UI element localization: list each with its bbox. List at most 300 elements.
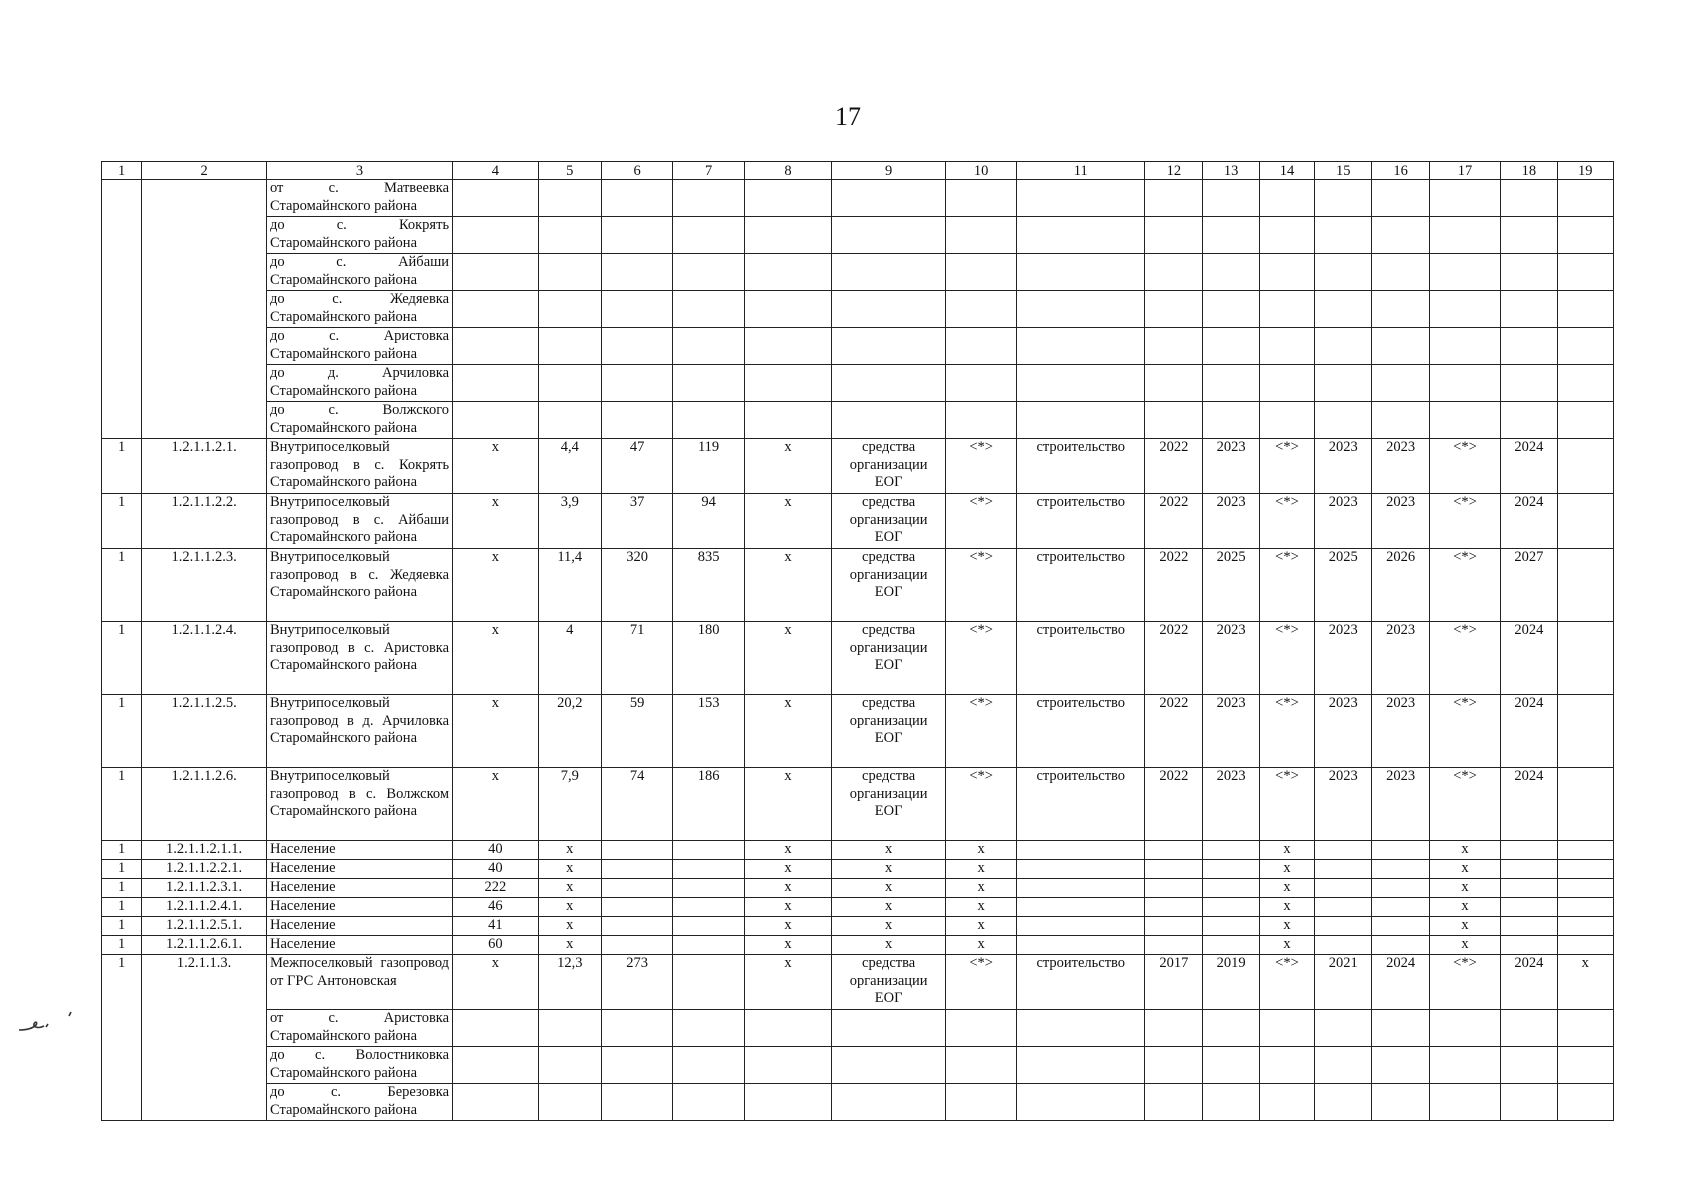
population-value-cell bbox=[1501, 936, 1557, 955]
project-row bbox=[102, 622, 1614, 695]
project-value-cell: 2023 bbox=[1203, 695, 1259, 768]
project-value-cell: 2025 bbox=[1315, 549, 1372, 622]
empty-cell bbox=[1203, 1047, 1259, 1084]
population-value-cell: 40 bbox=[453, 860, 539, 879]
item-code-cell: 1.2.1.1.2.2. bbox=[142, 494, 267, 549]
project-value-cell: 47 bbox=[601, 439, 672, 494]
population-value-cell bbox=[1315, 917, 1372, 936]
empty-cell bbox=[1429, 1084, 1500, 1121]
empty-cell bbox=[673, 1047, 744, 1084]
empty-cell bbox=[1557, 291, 1613, 328]
item-code-cell: 1.2.1.1.2.3. bbox=[142, 549, 267, 622]
empty-cell bbox=[1017, 402, 1145, 439]
empty-cell bbox=[1372, 328, 1429, 365]
population-row bbox=[102, 860, 1614, 879]
empty-cell bbox=[1017, 328, 1145, 365]
empty-cell bbox=[744, 1084, 832, 1121]
project-value-cell: 186 bbox=[673, 768, 744, 841]
population-row bbox=[102, 841, 1614, 860]
project-value-cell: строительство bbox=[1017, 768, 1145, 841]
project-value-cell: 2022 bbox=[1145, 549, 1203, 622]
project-value-cell: <*> bbox=[945, 439, 1016, 494]
population-value-cell: х bbox=[1259, 936, 1314, 955]
column-number-cell: 4 bbox=[453, 162, 539, 180]
empty-cell bbox=[538, 1010, 601, 1047]
empty-cell bbox=[673, 254, 744, 291]
project-value-cell: 2023 bbox=[1372, 494, 1429, 549]
empty-cell bbox=[453, 1084, 539, 1121]
empty-cell bbox=[1557, 1010, 1613, 1047]
empty-cell bbox=[673, 1010, 744, 1047]
population-row bbox=[102, 879, 1614, 898]
empty-cell bbox=[1315, 402, 1372, 439]
empty-cell bbox=[1203, 1010, 1259, 1047]
project-value-cell: х bbox=[744, 549, 832, 622]
population-value-cell bbox=[1315, 879, 1372, 898]
population-value-cell bbox=[601, 898, 672, 917]
project-value-cell: средства организации ЕОГ bbox=[832, 439, 946, 494]
project-value-cell: 2024 bbox=[1501, 955, 1557, 1010]
empty-cell bbox=[601, 402, 672, 439]
route-segment-cell: до с. Жедяевка Старомайнского района bbox=[266, 291, 452, 328]
empty-cell bbox=[1259, 180, 1314, 217]
empty-cell bbox=[1259, 1047, 1314, 1084]
empty-cell bbox=[744, 180, 832, 217]
empty-cell bbox=[744, 365, 832, 402]
route-segment-cell: до с. Березовка Старомайнского района bbox=[266, 1084, 452, 1121]
population-value-cell bbox=[673, 936, 744, 955]
item-name-cell: Внутрипоселковый газопровод в с. Волжском Старомайнского района bbox=[266, 768, 452, 841]
project-value-cell: 2022 bbox=[1145, 439, 1203, 494]
population-value-cell: х bbox=[744, 841, 832, 860]
empty-cell bbox=[945, 402, 1016, 439]
empty-cell bbox=[1372, 402, 1429, 439]
project-value-cell: 2023 bbox=[1372, 768, 1429, 841]
empty-cell bbox=[1145, 1010, 1203, 1047]
project-value-cell: <*> bbox=[1259, 439, 1314, 494]
population-value-cell: х bbox=[1259, 917, 1314, 936]
population-value-cell: 1 bbox=[102, 936, 142, 955]
empty-cell bbox=[673, 217, 744, 254]
empty-cell bbox=[1501, 365, 1557, 402]
population-value-cell: 40 bbox=[453, 841, 539, 860]
population-value-cell: х bbox=[945, 860, 1016, 879]
project-value-cell: 2023 bbox=[1372, 622, 1429, 695]
empty-cell bbox=[1259, 402, 1314, 439]
item-name-cell: Межпоселковый газопровод от ГРС Антоновская bbox=[266, 955, 452, 1010]
population-value-cell bbox=[1557, 841, 1613, 860]
project-value-cell: 2023 bbox=[1315, 695, 1372, 768]
table-body bbox=[102, 162, 1614, 1121]
population-value-cell: х bbox=[1259, 879, 1314, 898]
empty-cell bbox=[1557, 217, 1613, 254]
empty-cell bbox=[601, 1084, 672, 1121]
project-value-cell: <*> bbox=[1429, 955, 1500, 1010]
item-code-cell: 1.2.1.1.2.4. bbox=[142, 622, 267, 695]
empty-cell bbox=[1145, 291, 1203, 328]
column-number-cell: 10 bbox=[945, 162, 1016, 180]
project-value-cell: <*> bbox=[945, 549, 1016, 622]
empty-cell bbox=[538, 254, 601, 291]
item-code-cell: 1.2.1.1.2.4.1. bbox=[142, 898, 267, 917]
empty-cell bbox=[453, 402, 539, 439]
column-number-cell: 3 bbox=[266, 162, 452, 180]
empty-cell bbox=[832, 217, 946, 254]
empty-cell bbox=[1557, 254, 1613, 291]
population-value-cell: х bbox=[744, 917, 832, 936]
population-value-cell: х bbox=[1429, 936, 1500, 955]
project-value-cell: х bbox=[744, 768, 832, 841]
item-code-cell: 1.2.1.1.2.3.1. bbox=[142, 879, 267, 898]
population-value-cell bbox=[601, 860, 672, 879]
project-value-cell: 2023 bbox=[1203, 768, 1259, 841]
empty-cell bbox=[1259, 1084, 1314, 1121]
project-value-cell: <*> bbox=[945, 955, 1016, 1010]
empty-cell bbox=[453, 328, 539, 365]
population-value-cell: х bbox=[832, 841, 946, 860]
project-value-cell: 2023 bbox=[1203, 622, 1259, 695]
empty-cell bbox=[945, 1084, 1016, 1121]
empty-cell bbox=[453, 365, 539, 402]
empty-cell bbox=[1145, 365, 1203, 402]
empty-cell bbox=[1017, 1010, 1145, 1047]
project-value-cell: 71 bbox=[601, 622, 672, 695]
project-value-cell: 37 bbox=[601, 494, 672, 549]
empty-cell bbox=[1315, 1047, 1372, 1084]
project-value-cell: 4,4 bbox=[538, 439, 601, 494]
empty-cell bbox=[538, 1084, 601, 1121]
empty-cell bbox=[1501, 1047, 1557, 1084]
population-value-cell bbox=[1501, 917, 1557, 936]
continuation-row bbox=[102, 365, 1614, 402]
item-name-cell: Население bbox=[266, 898, 452, 917]
continuation-row bbox=[102, 291, 1614, 328]
route-segment-cell: от с. Аристовка Старомайнского района bbox=[266, 1010, 452, 1047]
project-value-cell: х bbox=[744, 695, 832, 768]
project-value-cell: 1 bbox=[102, 955, 142, 1121]
empty-cell bbox=[1501, 1084, 1557, 1121]
population-value-cell: х bbox=[1259, 898, 1314, 917]
column-number-cell: 19 bbox=[1557, 162, 1613, 180]
empty-cell bbox=[1372, 365, 1429, 402]
population-value-cell: х bbox=[538, 936, 601, 955]
column-number-cell: 5 bbox=[538, 162, 601, 180]
project-value-cell: х bbox=[453, 622, 539, 695]
project-value-cell: 2023 bbox=[1372, 695, 1429, 768]
population-value-cell bbox=[1557, 879, 1613, 898]
population-value-cell bbox=[1501, 898, 1557, 917]
population-value-cell: х bbox=[945, 898, 1016, 917]
empty-cell bbox=[945, 328, 1016, 365]
population-value-cell bbox=[1372, 917, 1429, 936]
project-row bbox=[102, 549, 1614, 622]
item-name-cell: Внутрипоселковый газопровод в с. Айбаши Старомайнского района bbox=[266, 494, 452, 549]
population-value-cell: х bbox=[1429, 917, 1500, 936]
empty-cell bbox=[538, 1047, 601, 1084]
continuation-cell bbox=[142, 180, 267, 439]
project-row bbox=[102, 768, 1614, 841]
population-value-cell bbox=[673, 860, 744, 879]
population-value-cell: х bbox=[945, 841, 1016, 860]
population-value-cell bbox=[1203, 898, 1259, 917]
continuation-row bbox=[102, 217, 1614, 254]
project-value-cell bbox=[1557, 695, 1613, 768]
project-value-cell: <*> bbox=[1259, 955, 1314, 1010]
population-value-cell: 1 bbox=[102, 860, 142, 879]
empty-cell bbox=[453, 1010, 539, 1047]
project-value-cell: 74 bbox=[601, 768, 672, 841]
project-value-cell: 2023 bbox=[1315, 768, 1372, 841]
empty-cell bbox=[673, 328, 744, 365]
project-value-cell: х bbox=[453, 955, 539, 1010]
empty-cell bbox=[1501, 1010, 1557, 1047]
empty-cell bbox=[744, 1047, 832, 1084]
population-value-cell bbox=[1017, 860, 1145, 879]
empty-cell bbox=[673, 402, 744, 439]
empty-cell bbox=[1557, 1084, 1613, 1121]
item-code-cell: 1.2.1.1.2.1. bbox=[142, 439, 267, 494]
route-segment-cell: до с. Волжского Старомайнского района bbox=[266, 402, 452, 439]
population-value-cell bbox=[1203, 917, 1259, 936]
population-value-cell: 1 bbox=[102, 917, 142, 936]
empty-cell bbox=[1315, 291, 1372, 328]
project-value-cell: х bbox=[744, 622, 832, 695]
project-value-cell: х bbox=[453, 494, 539, 549]
project-value-cell: 11,4 bbox=[538, 549, 601, 622]
population-value-cell: х bbox=[1259, 841, 1314, 860]
population-value-cell: х bbox=[744, 879, 832, 898]
population-value-cell: х bbox=[538, 860, 601, 879]
empty-cell bbox=[601, 1047, 672, 1084]
project-value-cell: строительство bbox=[1017, 695, 1145, 768]
population-value-cell bbox=[601, 841, 672, 860]
empty-cell bbox=[601, 180, 672, 217]
column-number-cell: 14 bbox=[1259, 162, 1314, 180]
population-value-cell bbox=[1145, 898, 1203, 917]
project-value-cell: <*> bbox=[1259, 768, 1314, 841]
population-value-cell bbox=[1145, 879, 1203, 898]
project-value-cell bbox=[1557, 439, 1613, 494]
empty-cell bbox=[832, 180, 946, 217]
empty-cell bbox=[538, 402, 601, 439]
empty-cell bbox=[1501, 180, 1557, 217]
empty-cell bbox=[453, 217, 539, 254]
empty-cell bbox=[601, 365, 672, 402]
page-number: 17 bbox=[835, 102, 861, 131]
project-value-cell: 320 bbox=[601, 549, 672, 622]
empty-cell bbox=[1557, 402, 1613, 439]
project-value-cell: х bbox=[453, 695, 539, 768]
empty-cell bbox=[945, 217, 1016, 254]
project-value-cell: <*> bbox=[1429, 494, 1500, 549]
empty-cell bbox=[1557, 1047, 1613, 1084]
project-value-cell: х bbox=[744, 955, 832, 1010]
empty-cell bbox=[1501, 291, 1557, 328]
empty-cell bbox=[832, 328, 946, 365]
empty-cell bbox=[945, 180, 1016, 217]
empty-cell bbox=[1429, 1010, 1500, 1047]
empty-cell bbox=[744, 402, 832, 439]
empty-cell bbox=[1372, 217, 1429, 254]
project-value-cell bbox=[1557, 768, 1613, 841]
item-code-cell: 1.2.1.1.2.5.1. bbox=[142, 917, 267, 936]
project-value-cell: 2022 bbox=[1145, 494, 1203, 549]
item-name-cell: Население bbox=[266, 917, 452, 936]
project-value-cell: 1 bbox=[102, 622, 142, 695]
empty-cell bbox=[1203, 365, 1259, 402]
empty-cell bbox=[1429, 254, 1500, 291]
population-value-cell bbox=[1017, 936, 1145, 955]
project-value-cell: х bbox=[453, 439, 539, 494]
population-value-cell bbox=[1372, 898, 1429, 917]
population-value-cell: х bbox=[744, 936, 832, 955]
population-value-cell: х bbox=[538, 879, 601, 898]
population-value-cell bbox=[1203, 841, 1259, 860]
empty-cell bbox=[538, 180, 601, 217]
empty-cell bbox=[1017, 180, 1145, 217]
empty-cell bbox=[1145, 254, 1203, 291]
population-value-cell bbox=[1501, 841, 1557, 860]
empty-cell bbox=[1203, 1084, 1259, 1121]
population-value-cell: 46 bbox=[453, 898, 539, 917]
project-value-cell: 2025 bbox=[1203, 549, 1259, 622]
empty-cell bbox=[1315, 328, 1372, 365]
item-name-cell: Население bbox=[266, 841, 452, 860]
empty-cell bbox=[744, 217, 832, 254]
empty-cell bbox=[832, 1010, 946, 1047]
empty-cell bbox=[1259, 1010, 1314, 1047]
project-value-cell: <*> bbox=[1259, 494, 1314, 549]
project-value-cell: 2022 bbox=[1145, 622, 1203, 695]
project-value-cell: строительство bbox=[1017, 494, 1145, 549]
column-number-cell: 12 bbox=[1145, 162, 1203, 180]
population-value-cell: х bbox=[945, 936, 1016, 955]
population-value-cell: х bbox=[1429, 860, 1500, 879]
continuation-row bbox=[102, 1047, 1614, 1084]
project-value-cell: 273 bbox=[601, 955, 672, 1010]
continuation-cell bbox=[102, 180, 142, 439]
project-value-cell: х bbox=[744, 439, 832, 494]
empty-cell bbox=[1017, 254, 1145, 291]
project-value-cell: <*> bbox=[945, 494, 1016, 549]
project-value-cell: 59 bbox=[601, 695, 672, 768]
project-value-cell: 94 bbox=[673, 494, 744, 549]
empty-cell bbox=[1017, 291, 1145, 328]
empty-cell bbox=[945, 291, 1016, 328]
empty-cell bbox=[453, 180, 539, 217]
empty-cell bbox=[945, 254, 1016, 291]
column-number-cell: 6 bbox=[601, 162, 672, 180]
project-value-cell: 3,9 bbox=[538, 494, 601, 549]
project-value-cell: средства организации ЕОГ bbox=[832, 695, 946, 768]
route-segment-cell: до с. Кокрять Старомайнского района bbox=[266, 217, 452, 254]
empty-cell bbox=[1145, 1047, 1203, 1084]
empty-cell bbox=[1145, 402, 1203, 439]
empty-cell bbox=[945, 1047, 1016, 1084]
population-value-cell bbox=[1017, 841, 1145, 860]
empty-cell bbox=[1145, 328, 1203, 365]
empty-cell bbox=[1203, 402, 1259, 439]
empty-cell bbox=[453, 291, 539, 328]
population-value-cell: х bbox=[832, 879, 946, 898]
empty-cell bbox=[1315, 365, 1372, 402]
population-value-cell: х bbox=[538, 898, 601, 917]
column-number-cell: 17 bbox=[1429, 162, 1500, 180]
project-value-cell: 2019 bbox=[1203, 955, 1259, 1010]
population-value-cell bbox=[1315, 841, 1372, 860]
population-value-cell: х bbox=[832, 936, 946, 955]
column-number-cell: 16 bbox=[1372, 162, 1429, 180]
project-value-cell: средства организации ЕОГ bbox=[832, 622, 946, 695]
continuation-row bbox=[102, 180, 1614, 217]
empty-cell bbox=[1429, 217, 1500, 254]
population-value-cell: х bbox=[744, 898, 832, 917]
route-segment-cell: от с. Матвеевка Старомайнского района bbox=[266, 180, 452, 217]
population-value-cell: х bbox=[538, 841, 601, 860]
population-value-cell bbox=[1557, 917, 1613, 936]
empty-cell bbox=[1372, 180, 1429, 217]
column-number-cell: 7 bbox=[673, 162, 744, 180]
population-value-cell: 41 bbox=[453, 917, 539, 936]
population-value-cell: х bbox=[744, 860, 832, 879]
population-value-cell bbox=[1145, 936, 1203, 955]
project-value-cell: средства организации ЕОГ bbox=[832, 549, 946, 622]
empty-cell bbox=[1203, 291, 1259, 328]
population-value-cell bbox=[673, 917, 744, 936]
project-value-cell: 835 bbox=[673, 549, 744, 622]
project-value-cell bbox=[1557, 494, 1613, 549]
project-value-cell: 2023 bbox=[1315, 439, 1372, 494]
population-value-cell bbox=[673, 898, 744, 917]
empty-cell bbox=[1429, 328, 1500, 365]
empty-cell bbox=[1429, 365, 1500, 402]
empty-cell bbox=[1372, 254, 1429, 291]
population-value-cell: 60 bbox=[453, 936, 539, 955]
empty-cell bbox=[945, 1010, 1016, 1047]
item-code-cell: 1.2.1.1.2.6.1. bbox=[142, 936, 267, 955]
project-value-cell: 2023 bbox=[1203, 494, 1259, 549]
handwritten-mark bbox=[16, 1008, 76, 1038]
project-value-cell: <*> bbox=[1259, 695, 1314, 768]
population-value-cell: х bbox=[538, 917, 601, 936]
project-value-cell: 2024 bbox=[1501, 768, 1557, 841]
project-value-cell: <*> bbox=[1429, 695, 1500, 768]
project-value-cell: <*> bbox=[1259, 622, 1314, 695]
empty-cell bbox=[1315, 217, 1372, 254]
project-value-cell: средства организации ЕОГ bbox=[832, 955, 946, 1010]
project-value-cell: х bbox=[453, 549, 539, 622]
column-number-row bbox=[102, 162, 1614, 180]
empty-cell bbox=[1557, 180, 1613, 217]
column-number-cell: 1 bbox=[102, 162, 142, 180]
population-value-cell bbox=[1372, 860, 1429, 879]
item-code-cell: 1.2.1.1.2.6. bbox=[142, 768, 267, 841]
program-table bbox=[101, 161, 1614, 1121]
project-value-cell: 20,2 bbox=[538, 695, 601, 768]
column-number-cell: 2 bbox=[142, 162, 267, 180]
population-value-cell bbox=[1372, 936, 1429, 955]
empty-cell bbox=[1557, 365, 1613, 402]
item-code-cell: 1.2.1.1.2.5. bbox=[142, 695, 267, 768]
column-number-cell: 18 bbox=[1501, 162, 1557, 180]
project-value-cell: 2017 bbox=[1145, 955, 1203, 1010]
project-value-cell: строительство bbox=[1017, 622, 1145, 695]
project-value-cell: <*> bbox=[1429, 439, 1500, 494]
route-segment-cell: до д. Арчиловка Старомайнского района bbox=[266, 365, 452, 402]
empty-cell bbox=[538, 365, 601, 402]
empty-cell bbox=[1145, 180, 1203, 217]
project-value-cell: 7,9 bbox=[538, 768, 601, 841]
